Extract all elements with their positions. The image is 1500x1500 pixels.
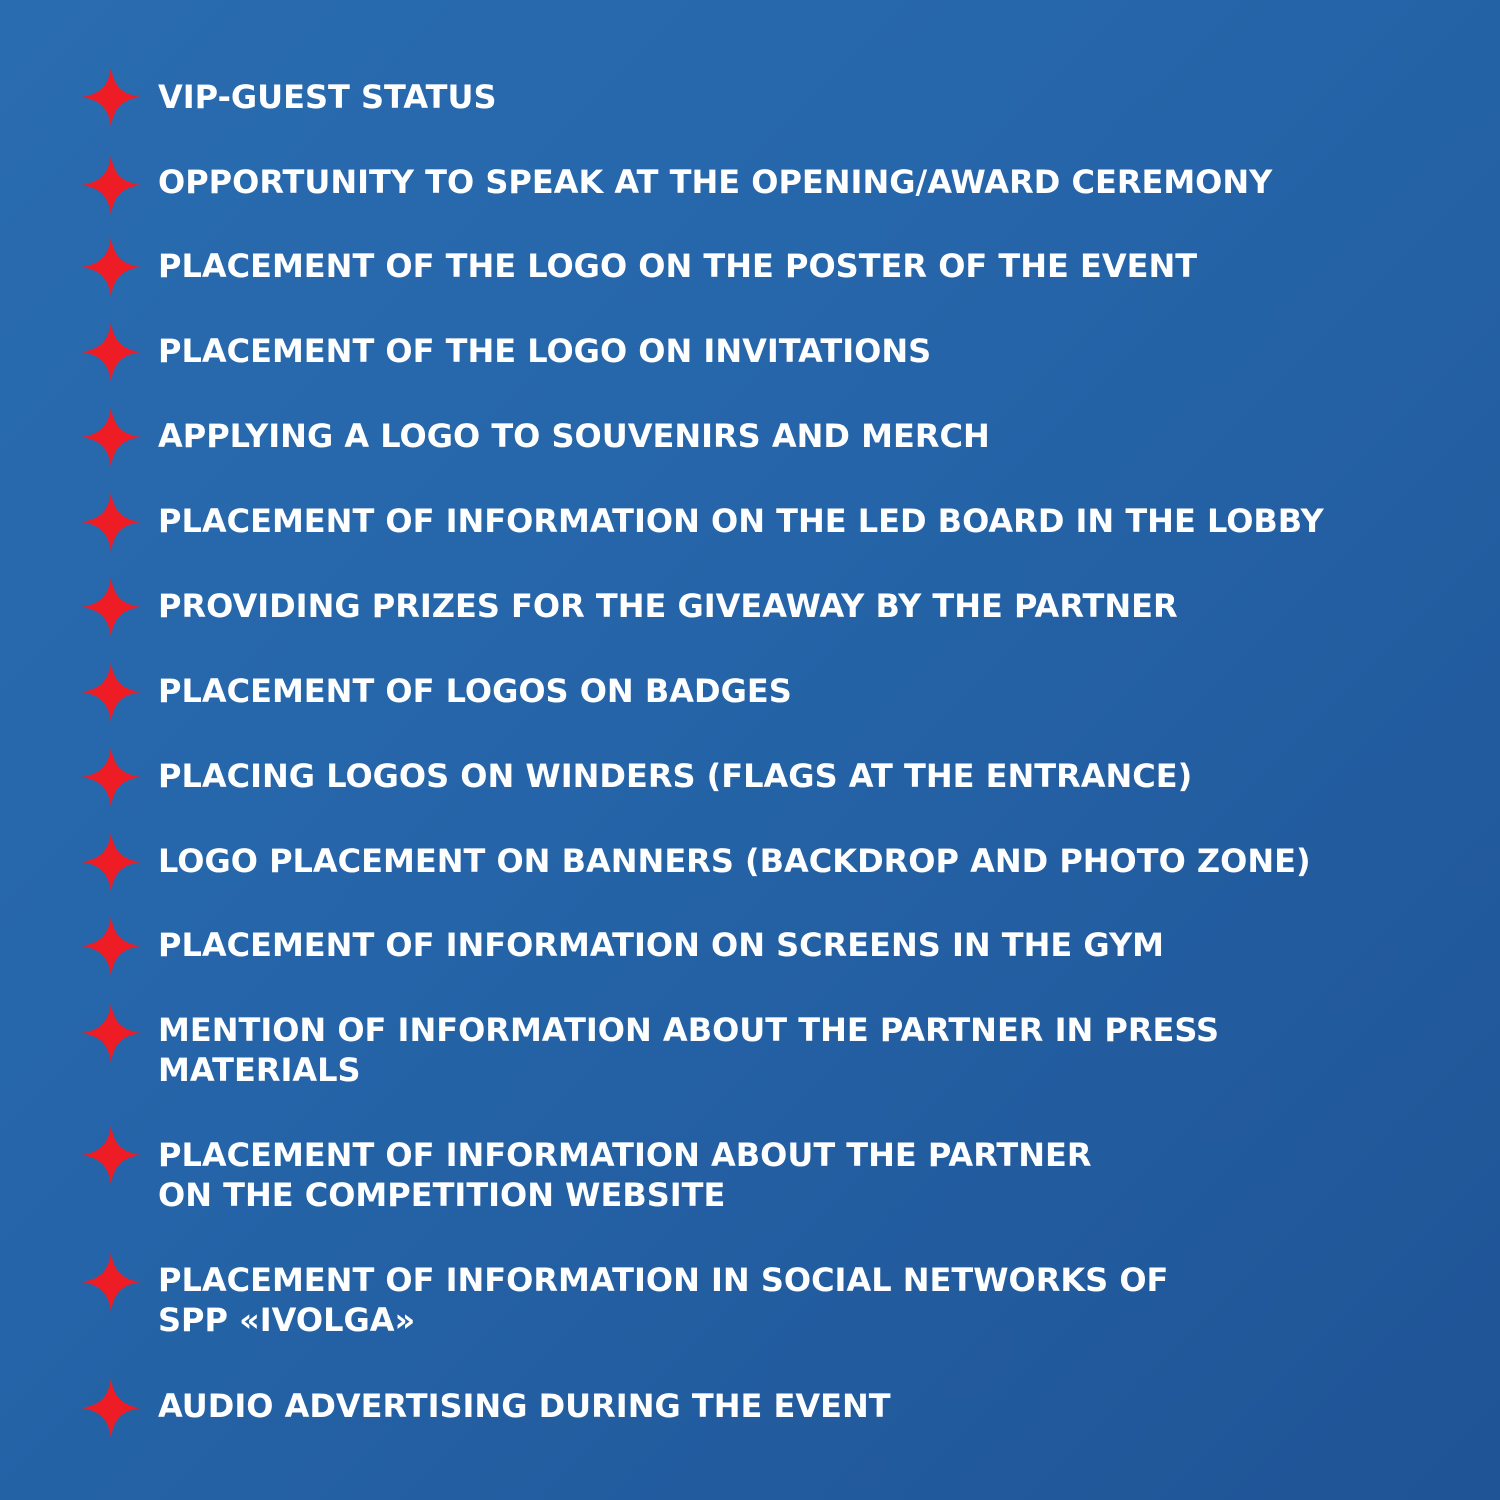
benefit-text: PLACING LOGOS ON WINDERS (FLAGS AT THE ENTRANCE) <box>158 757 1193 795</box>
red-four-point-star-icon <box>80 321 142 383</box>
red-four-point-star-icon <box>80 1002 142 1064</box>
benefit-text: PLACEMENT OF INFORMATION ON THE LED BOARD IN THE LOBBY <box>158 502 1324 540</box>
benefit-text: PLACEMENT OF THE LOGO ON THE POSTER OF THE EVENT <box>158 247 1198 285</box>
benefit-text: PLACEMENT OF THE LOGO ON INVITATIONS <box>158 332 932 370</box>
benefit-text: PLACEMENT OF INFORMATION IN SOCIAL NETWORKS OF SPP «IVOLGA» <box>158 1261 1169 1339</box>
red-four-point-star-icon <box>80 661 142 723</box>
red-four-point-star-icon <box>80 576 142 638</box>
red-four-point-star-icon <box>80 66 142 128</box>
red-four-point-star-icon <box>80 236 142 298</box>
red-four-point-star-icon <box>80 915 142 977</box>
benefit-text: VIP-GUEST STATUS <box>158 78 497 116</box>
red-four-point-star-icon <box>80 1377 142 1439</box>
benefit-text: AUDIO ADVERTISING DURING THE EVENT <box>158 1387 891 1425</box>
benefit-text: PROVIDING PRIZES FOR THE GIVEAWAY BY THE PARTNER <box>158 587 1178 625</box>
red-four-point-star-icon <box>80 154 142 216</box>
red-four-point-star-icon <box>80 1124 142 1186</box>
red-four-point-star-icon <box>80 491 142 553</box>
benefit-text: PLACEMENT OF INFORMATION ON SCREENS IN THE GYM <box>158 926 1164 964</box>
benefit-text: PLACEMENT OF INFORMATION ABOUT THE PARTNER ON THE COMPETITION WEBSITE <box>158 1136 1092 1214</box>
benefit-text: PLACEMENT OF LOGOS ON BADGES <box>158 672 792 710</box>
red-four-point-star-icon <box>80 746 142 808</box>
red-four-point-star-icon <box>80 1251 142 1313</box>
red-four-point-star-icon <box>80 831 142 893</box>
benefit-text: APPLYING A LOGO TO SOUVENIRS AND MERCH <box>158 417 990 455</box>
benefit-text: LOGO PLACEMENT ON BANNERS (BACKDROP AND PHOTO ZONE) <box>158 842 1311 880</box>
benefit-text: MENTION OF INFORMATION ABOUT THE PARTNER IN PRESS MATERIALS <box>158 1011 1220 1089</box>
red-four-point-star-icon <box>80 406 142 468</box>
benefit-text: OPPORTUNITY TO SPEAK AT THE OPENING/AWARD CEREMONY <box>158 163 1273 201</box>
